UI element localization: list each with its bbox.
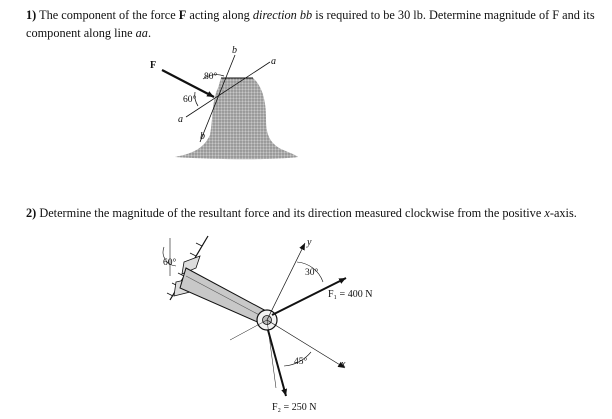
F1-label: F₁ = 400 N — [328, 289, 373, 300]
problem-1-direction: direction bb — [252, 8, 313, 22]
angle-30-label: 30° — [305, 268, 319, 278]
angle-45-label: 45° — [294, 357, 308, 367]
problem-1-number: 1) — [26, 8, 37, 22]
beam-inner-line — [186, 276, 265, 318]
angle-60-label: 60° — [183, 95, 197, 105]
label-y: y — [307, 237, 312, 248]
problem-2-text-a: Determine the magnitude of the resultant force and its direction measured clockwise from the positive — [39, 206, 542, 220]
label-b-top: b — [232, 45, 237, 56]
label-F: F — [150, 60, 157, 71]
problem-1-text-end: . — [147, 26, 152, 40]
angle-60-label-2: 60° — [163, 258, 177, 268]
label-a-left: a — [178, 114, 183, 125]
problem-2-number: 2) — [26, 206, 37, 220]
problem-1-text-b: acting along — [189, 8, 250, 22]
label-x: x — [341, 359, 346, 370]
F2-label: F₂ = 250 N — [272, 402, 317, 413]
label-a-right: a — [271, 56, 276, 67]
angle-80-label: 80° — [204, 72, 218, 82]
ref-line-left — [230, 320, 267, 340]
problem-2-axis-name: x — [544, 206, 550, 220]
label-b-bottom: b — [200, 131, 205, 142]
problem-1-force-symbol: F — [178, 8, 187, 22]
problem-1-text-c: is required to be 30 lb. Determine magnitude of F and its component along line — [26, 8, 595, 40]
problem-2-text-b: -axis. — [549, 206, 577, 220]
problem-1-line-name: aa — [135, 26, 148, 40]
problem-1-text-a: The component of the force — [39, 8, 176, 22]
force-F2-arrow — [268, 330, 286, 396]
